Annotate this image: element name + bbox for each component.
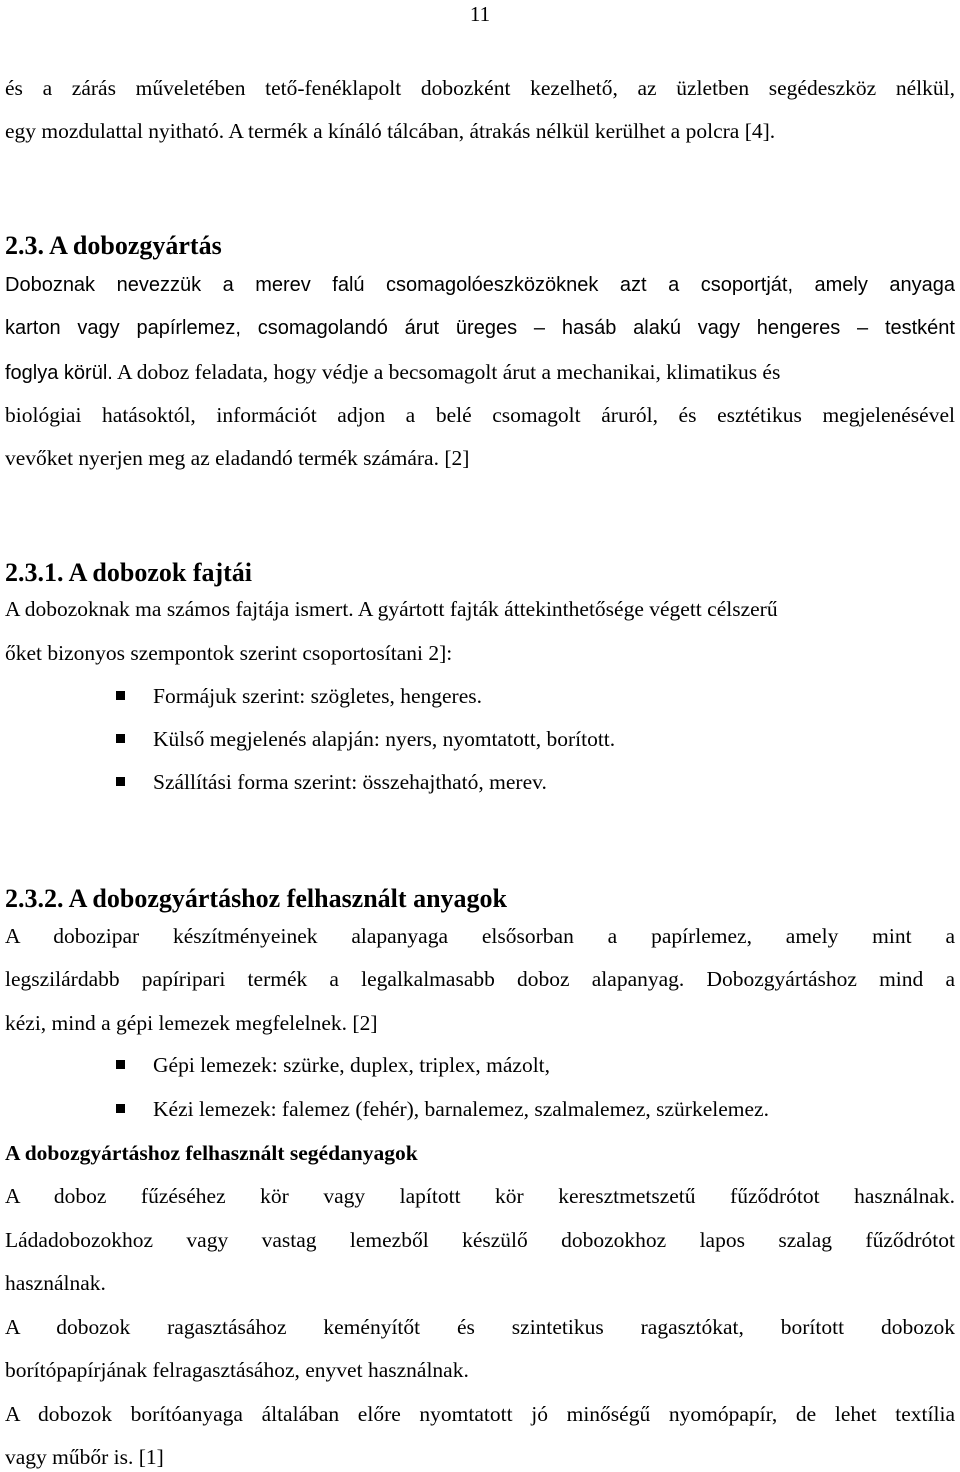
page-number: 11 [469, 2, 491, 26]
bullet-item: Kézi lemezek: falemez (fehér), barnalemez, szalmalemez, szürkelemez. [153, 1097, 769, 1121]
paragraph-line: vevőket nyerjen meg az eladandó termék számára. [2] [5, 446, 470, 470]
section-heading-2-3-2: 2.3.2. A dobozgyártáshoz felhasznált anyagok [5, 884, 507, 913]
paragraph-fragment: A doboz feladata, hogy védje a becsomagolt árut a mechanikai, klimatikus és [117, 360, 781, 384]
paragraph-line: biológiai hatásoktól, információt adjon a belé csomagolt áruról, és esztétikus megjelenésével [5, 403, 955, 427]
bullet-square-icon [116, 1060, 125, 1069]
paragraph-line: kézi, mind a gépi lemezek megfelelnek. [2] [5, 1011, 378, 1035]
paragraph-line: Ládadobozokhoz vagy vastag lemezből készülő dobozokhoz lapos szalag fűződrótot [5, 1228, 955, 1252]
paragraph-line: A dobozipar készítményeinek alapanyaga elsősorban a papírlemez, amely mint a [5, 924, 955, 948]
subsection-heading-auxiliary-materials: A dobozgyártáshoz felhasznált segédanyagok [5, 1141, 418, 1165]
bullet-item: Gépi lemezek: szürke, duplex, triplex, mázolt, [153, 1053, 551, 1077]
paragraph-line: őket bizonyos szempontok szerint csoportosítani 2]: [5, 641, 453, 665]
bullet-item: Külső megjelenés alapján: nyers, nyomtatott, borított. [153, 727, 616, 751]
paragraph-line: legszilárdabb papíripari termék a legalkalmasabb doboz alapanyag. Dobozgyártáshoz mind a [5, 967, 955, 991]
paragraph-line: A dobozok borítóanyaga általában előre nyomtatott jó minőségű nyomópapír, de lehet textília [5, 1402, 955, 1426]
section-heading-2-3-1: 2.3.1. A dobozok fajtái [5, 558, 253, 587]
paragraph-fragment: foglya körül. [5, 362, 113, 384]
paragraph-line: A dobozok ragasztásához keményítőt és szintetikus ragasztókat, borított dobozok [5, 1315, 955, 1339]
section-heading-2-3: 2.3. A dobozgyártás [5, 231, 222, 260]
paragraph-line: Doboznak nevezzük a merev falú csomagolóeszközöknek azt a csoportját, amely anyaga [5, 274, 955, 296]
bullet-square-icon [116, 1104, 125, 1113]
paragraph-line: A doboz fűzéséhez kör vagy lapított kör keresztmetszetű fűződrótot használnak. [5, 1184, 955, 1208]
bullet-square-icon [116, 777, 125, 786]
paragraph-line: egy mozdulattal nyitható. A termék a kínáló tálcában, átrakás nélkül kerülhet a polcra [4]. [5, 119, 776, 143]
paragraph-line: karton vagy papírlemez, csomagolandó árut üreges – hasáb alakú vagy hengeres – testként [5, 317, 955, 339]
bullet-square-icon [116, 734, 125, 743]
paragraph-line [5, 597, 955, 621]
paragraph-line: és a zárás műveletében tető-fenéklapolt dobozként kezelhető, az üzletben segédeszköz nélkül, [5, 76, 955, 100]
bullet-item: Formájuk szerint: szögletes, hengeres. [153, 684, 482, 708]
paragraph-line [5, 360, 955, 385]
bullet-item: Szállítási forma szerint: összehajtható, merev. [153, 770, 547, 794]
paragraph-fragment: A dobozoknak ma számos fajtája ismert. [5, 597, 354, 621]
paragraph-line: használnak. [5, 1271, 106, 1295]
paragraph-line: vagy műbőr is. [1] [5, 1445, 164, 1469]
paragraph-fragment: A gyártott fajták áttekinthetősége végett célszerű [357, 597, 778, 621]
bullet-square-icon [116, 691, 125, 700]
paragraph-line: borítópapírjának felragasztásához, enyvet használnak. [5, 1358, 469, 1382]
